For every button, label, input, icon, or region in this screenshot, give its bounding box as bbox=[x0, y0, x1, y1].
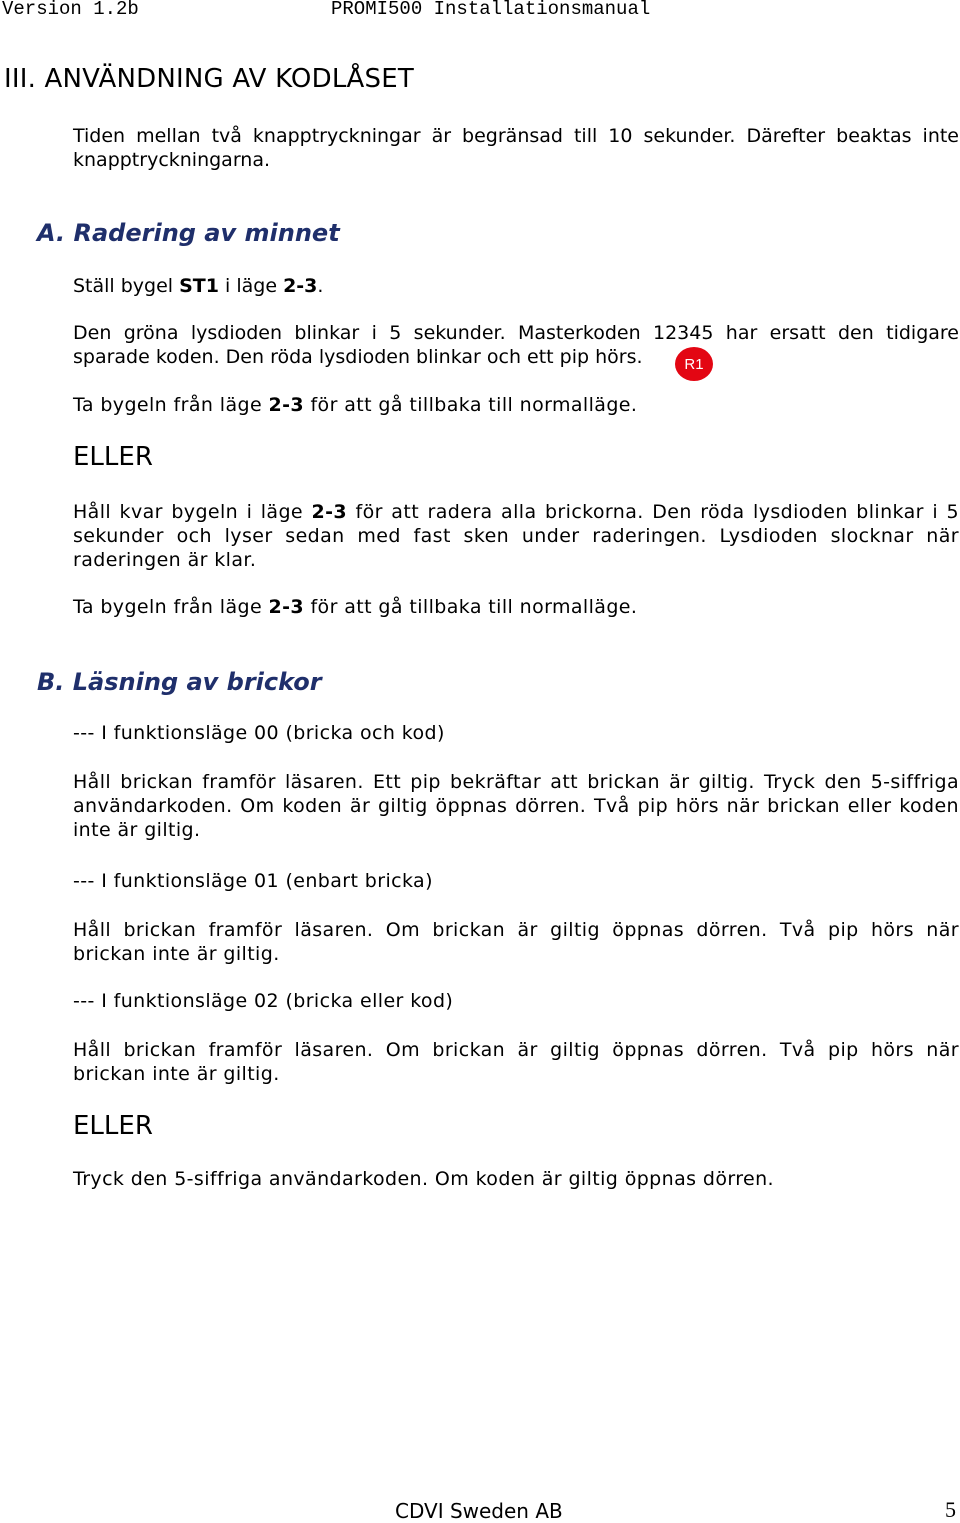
mode-01-line-2: brickan inte är giltig. bbox=[73, 943, 280, 965]
alt-line-3: raderingen är klar. bbox=[73, 549, 257, 571]
intro-line-1: Tiden mellan två knapptryckningar är begränsad till 10 sekunder. Därefter beaktas inte bbox=[73, 125, 959, 147]
mode-01-title: --- I funktionsläge 01 (enbart bricka) bbox=[73, 870, 433, 892]
mode-00-line-3: inte är giltig. bbox=[73, 819, 201, 841]
mode-02-line-2: brickan inte är giltig. bbox=[73, 1063, 280, 1085]
step-remove-jumper-2: Ta bygeln från läge 2-3 för att gå tillbaka till normalläge. bbox=[73, 596, 638, 618]
alt-line-2: sekunder och lyser sedan med fast sken under raderingen. Lysdioden slocknar när bbox=[73, 525, 959, 547]
intro-line-2: knapptryckningarna. bbox=[73, 149, 271, 171]
section-a-heading: A. Radering av minnet bbox=[37, 219, 340, 247]
header-title: PROMI500 Installationsmanual bbox=[331, 0, 651, 20]
mode-00-line-2: användarkoden. Om koden är giltig öppnas dörren. Två pip hörs när brickan eller koden bbox=[73, 795, 959, 817]
r1-badge: R1 bbox=[675, 347, 713, 381]
mode-00-title: --- I funktionsläge 00 (bricka och kod) bbox=[73, 722, 445, 744]
green-led-line-2: sparade koden. Den röda lysdioden blinkar och ett pip hörs. bbox=[73, 346, 643, 368]
code-line: Tryck den 5-siffriga användarkoden. Om koden är giltig öppnas dörren. bbox=[73, 1168, 774, 1190]
mode-00-line-1: Håll brickan framför läsaren. Ett pip bekräftar att brickan är giltig. Tryck den 5-siffriga bbox=[73, 771, 959, 793]
mode-01-line-1: Håll brickan framför läsaren. Om brickan är giltig öppnas dörren. Två pip hörs när bbox=[73, 919, 959, 941]
alt-line-1: Håll kvar bygeln i läge 2-3 för att radera alla brickorna. Den röda lysdioden blinkar i 5 bbox=[73, 501, 959, 523]
step-set-jumper: Ställ bygel ST1 i läge 2-3. bbox=[73, 275, 324, 297]
mode-02-line-1: Håll brickan framför läsaren. Om brickan är giltig öppnas dörren. Två pip hörs när bbox=[73, 1039, 959, 1061]
or-label-a: ELLER bbox=[73, 442, 153, 472]
section-b-heading: B. Läsning av brickor bbox=[37, 668, 322, 696]
footer-company: CDVI Sweden AB bbox=[395, 1499, 563, 1523]
or-label-b: ELLER bbox=[73, 1111, 153, 1141]
step-remove-jumper: Ta bygeln från läge 2-3 för att gå tillbaka till normalläge. bbox=[73, 394, 638, 416]
green-led-line-1: Den gröna lysdioden blinkar i 5 sekunder. Masterkoden 12345 har ersatt den tidigare bbox=[73, 322, 959, 344]
page-number: 5 bbox=[945, 1497, 956, 1522]
header-version: Version 1.2b bbox=[2, 0, 139, 20]
mode-02-title: --- I funktionsläge 02 (bricka eller kod) bbox=[73, 990, 454, 1012]
section-title: III. ANVÄNDNING AV KODLÅSET bbox=[4, 64, 414, 94]
